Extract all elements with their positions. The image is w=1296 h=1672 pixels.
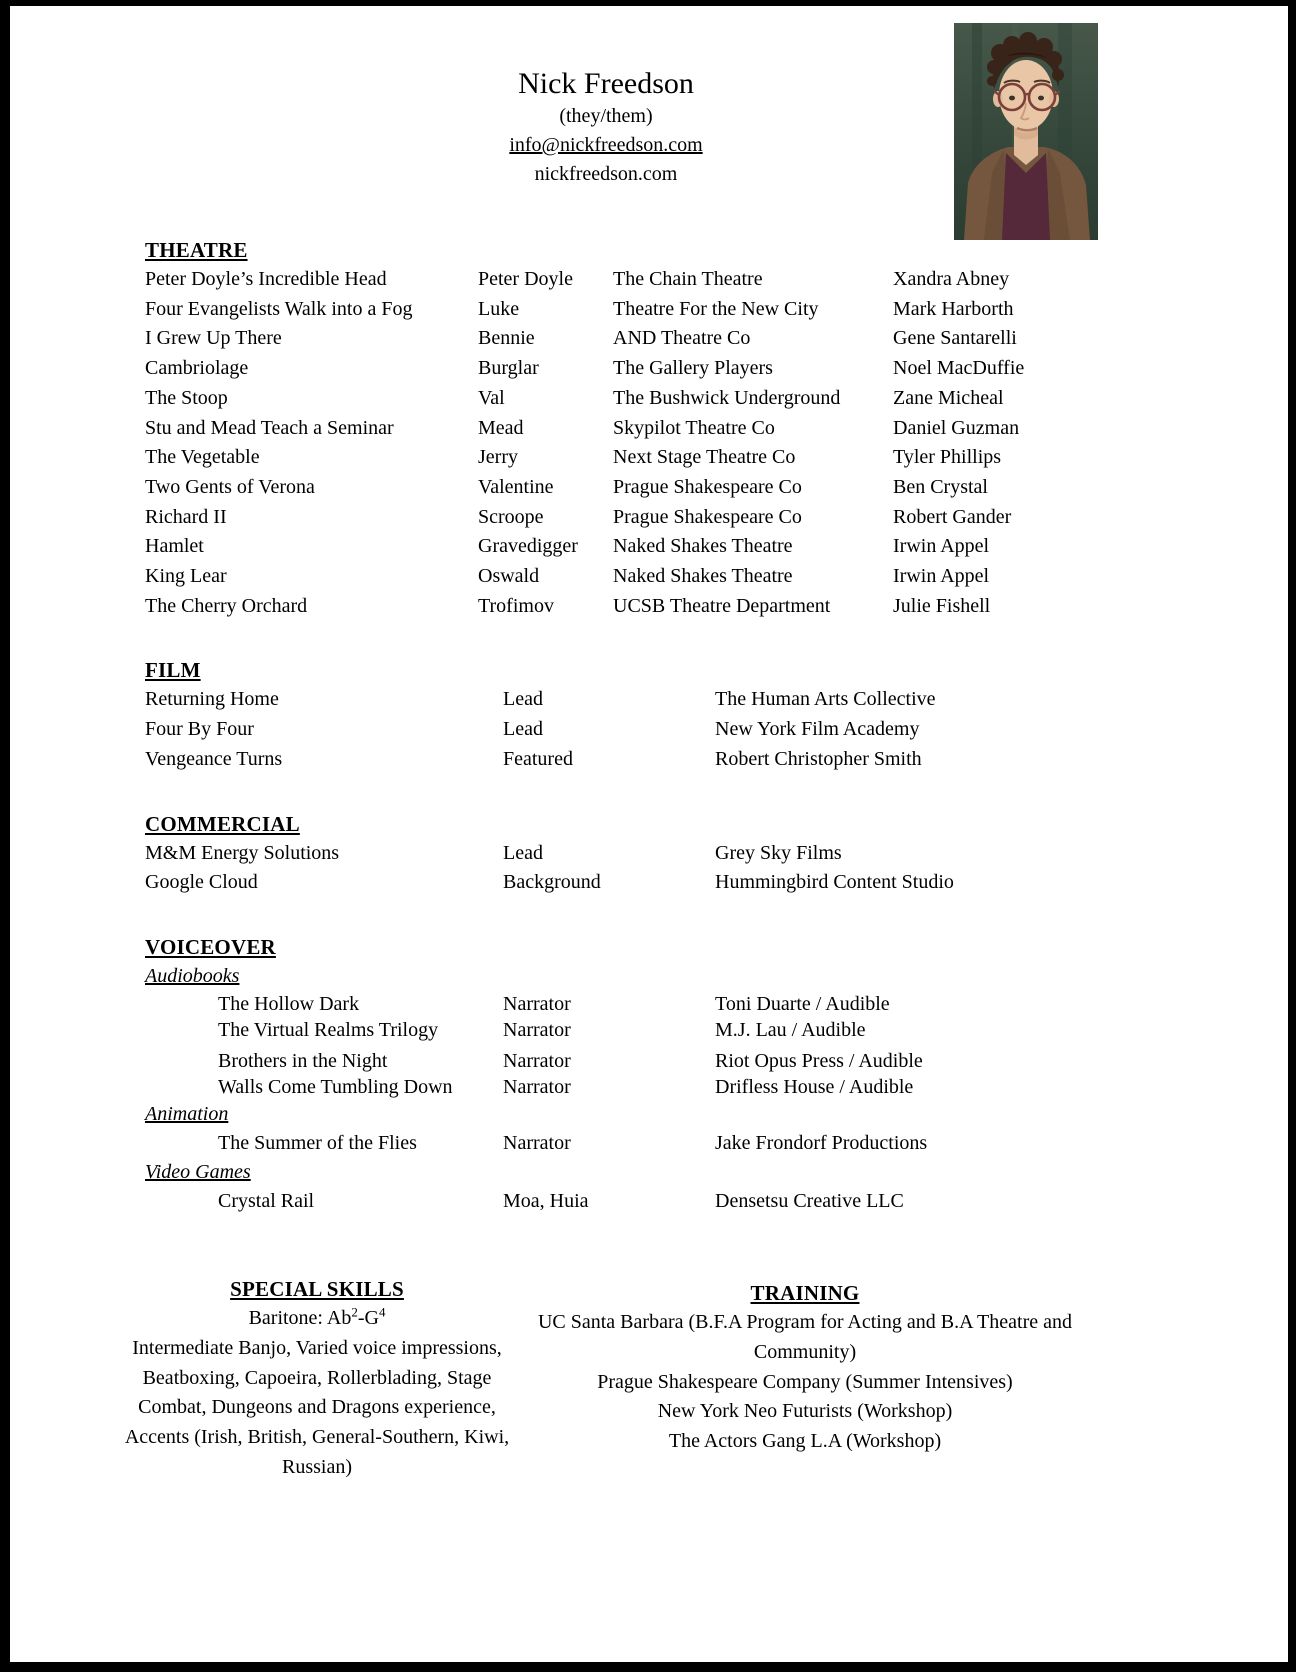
production-title: Richard II	[145, 505, 227, 528]
email-link[interactable]: info@nickfreedson.com	[509, 134, 703, 156]
training-item: Prague Shakespeare Company (Summer Intensives)	[597, 1370, 1013, 1393]
role: Scroope	[478, 505, 544, 528]
director: Irwin Appel	[893, 535, 990, 558]
production-title: Cambriolage	[145, 357, 249, 380]
company: Hummingbird Content Studio	[715, 871, 954, 894]
role: Val	[478, 386, 505, 409]
role: Background	[503, 871, 601, 894]
director: Xandra Abney	[893, 268, 1010, 290]
table-row	[145, 562, 1248, 592]
production-title: The Stoop	[145, 386, 228, 409]
company: Naked Shakes Theatre	[613, 565, 793, 588]
role: Featured	[503, 747, 573, 770]
table-row	[145, 295, 1248, 325]
role: Narrator	[503, 992, 571, 1015]
website: nickfreedson.com	[534, 163, 678, 185]
table-row	[145, 868, 1248, 898]
headshot-illustration	[954, 23, 1098, 240]
table-row	[145, 354, 1248, 384]
director: Zane Micheal	[893, 386, 1004, 409]
section-commercial	[145, 809, 1248, 898]
vocal-range-high-octave: 4	[378, 1304, 386, 1320]
headshot-photo	[954, 23, 1098, 240]
company: Jake Frondorf Productions	[715, 1132, 928, 1155]
training-item: UC Santa Barbara (B.F.A Program for Acting and B.A Theatre and Community)	[537, 1311, 1073, 1363]
company: The Chain Theatre	[613, 268, 763, 290]
role: Bennie	[478, 327, 535, 350]
theatre-section-title: THEATRE	[145, 238, 248, 262]
role: Narrator	[503, 1132, 571, 1155]
production-title: King Lear	[145, 565, 227, 588]
company: The Gallery Players	[613, 357, 773, 380]
table-row	[145, 473, 1248, 503]
role: Narrator	[503, 1075, 571, 1098]
company: The Human Arts Collective	[715, 688, 936, 711]
voiceover-section-title: VOICEOVER	[145, 934, 276, 959]
table-row	[145, 384, 1248, 414]
production-title: The Hollow Dark	[218, 992, 360, 1015]
film-section-title: FILM	[145, 658, 201, 683]
company: The Bushwick Underground	[613, 386, 841, 409]
table-row	[145, 839, 1248, 869]
special-skills-title: SPECIAL SKILLS	[230, 1277, 404, 1302]
company: Theatre For the New City	[613, 297, 819, 320]
subsection-audiobooks: Audiobooks	[145, 964, 240, 987]
production-title: Crystal Rail	[218, 1190, 315, 1213]
company: Riot Opus Press / Audible	[715, 1049, 923, 1072]
vocal-range-mid: -G	[357, 1307, 379, 1330]
company: AND Theatre Co	[613, 327, 751, 350]
person-name: Nick Freedson	[518, 67, 694, 100]
production-title: Stu and Mead Teach a Seminar	[145, 416, 394, 439]
role: Oswald	[478, 565, 540, 588]
company: Next Stage Theatre Co	[613, 446, 796, 469]
commercial-section-title: COMMERCIAL	[145, 811, 300, 836]
company: Densetsu Creative LLC	[715, 1190, 904, 1213]
table-row	[145, 443, 1248, 473]
director: Mark Harborth	[893, 297, 1014, 320]
role: Peter Doyle	[478, 268, 573, 290]
vocal-range	[107, 1304, 527, 1334]
role: Gravedigger	[478, 535, 578, 558]
table-row	[145, 414, 1248, 444]
company: UCSB Theatre Department	[613, 594, 831, 617]
page-body	[10, 6, 1288, 1662]
company: M.J. Lau / Audible	[715, 1019, 866, 1042]
table-row	[145, 991, 1248, 1017]
section-training	[535, 1274, 1075, 1482]
role: Luke	[478, 297, 520, 320]
subsection-video-games: Video Games	[145, 1161, 251, 1184]
director: Irwin Appel	[893, 565, 990, 588]
director: Tyler Phillips	[893, 446, 1002, 469]
role: Burglar	[478, 357, 539, 380]
production-title: Peter Doyle’s Incredible Head	[145, 268, 387, 290]
production-title: Vengeance Turns	[145, 747, 283, 770]
production-title: The Summer of the Flies	[218, 1132, 417, 1155]
director: Robert Gander	[893, 505, 1012, 528]
table-row	[145, 685, 1248, 715]
role: Valentine	[478, 475, 554, 498]
role: Lead	[503, 718, 543, 741]
role: Lead	[503, 841, 543, 864]
role: Narrator	[503, 1019, 571, 1042]
production-title: The Vegetable	[145, 446, 260, 469]
company: Toni Duarte / Audible	[715, 992, 890, 1015]
training-title: TRAINING	[750, 1281, 860, 1306]
director: Daniel Guzman	[893, 416, 1020, 439]
company: Drifless House / Audible	[715, 1075, 914, 1098]
director: Gene Santarelli	[893, 327, 1017, 350]
production-title: Four Evangelists Walk into a Fog	[145, 297, 413, 320]
table-row	[145, 265, 1248, 295]
role: Jerry	[478, 446, 518, 469]
company: Naked Shakes Theatre	[613, 535, 793, 558]
production-title: The Virtual Realms Trilogy	[218, 1019, 439, 1042]
company: New York Film Academy	[715, 718, 920, 741]
role: Lead	[503, 688, 543, 711]
director: Ben Crystal	[893, 475, 988, 498]
subsection-animation: Animation	[145, 1103, 229, 1126]
production-title: The Cherry Orchard	[145, 594, 308, 617]
company: Robert Christopher Smith	[715, 747, 922, 770]
table-row	[145, 1017, 1248, 1043]
director: Julie Fishell	[893, 594, 991, 617]
production-title: Returning Home	[145, 688, 279, 711]
production-title: Google Cloud	[145, 871, 258, 894]
company: Skypilot Theatre Co	[613, 416, 775, 439]
pronouns: (they/them)	[559, 105, 653, 127]
production-title: I Grew Up There	[145, 327, 282, 350]
training-item: New York Neo Futurists (Workshop)	[657, 1400, 953, 1423]
section-voiceover	[145, 932, 1248, 1216]
production-title: Two Gents of Verona	[145, 475, 315, 498]
director: Noel MacDuffie	[893, 357, 1025, 380]
section-special-skills	[107, 1274, 527, 1482]
production-title: Hamlet	[145, 535, 204, 558]
table-row	[145, 532, 1248, 562]
training-item: The Actors Gang L.A (Workshop)	[668, 1429, 942, 1452]
section-theatre	[145, 235, 1248, 621]
table-row	[145, 745, 1248, 775]
table-row	[145, 1129, 1248, 1158]
vocal-range-low-octave: 2	[351, 1304, 358, 1320]
production-title: Walls Come Tumbling Down	[218, 1075, 453, 1098]
company: Prague Shakespeare Co	[613, 475, 802, 498]
table-row	[145, 503, 1248, 533]
vocal-range-prefix: Baritone: Ab	[248, 1307, 352, 1330]
resume-content	[145, 235, 1248, 1216]
table-row	[145, 592, 1248, 622]
section-film	[145, 655, 1248, 774]
table-row	[145, 715, 1248, 745]
table-row	[145, 1187, 1248, 1216]
production-title: Four By Four	[145, 718, 254, 741]
company: Grey Sky Films	[715, 841, 842, 864]
role: Trofimov	[478, 594, 554, 617]
table-row	[145, 324, 1248, 354]
company: Prague Shakespeare Co	[613, 505, 802, 528]
table-row	[145, 1074, 1248, 1100]
role: Narrator	[503, 1049, 571, 1072]
role: Moa, Huia	[503, 1190, 589, 1213]
table-row	[145, 1048, 1248, 1074]
role: Mead	[478, 416, 524, 439]
bottom-columns	[10, 1274, 1288, 1482]
production-title: M&M Energy Solutions	[145, 841, 340, 864]
skills-list: Intermediate Banjo, Varied voice impressions, Beatboxing, Capoeira, Rollerblading, Stage Combat, Dungeons and Dragons experience, Accents (Irish, British, General-Southern, Kiwi, Russian)	[124, 1336, 510, 1478]
production-title: Brothers in the Night	[218, 1049, 388, 1072]
